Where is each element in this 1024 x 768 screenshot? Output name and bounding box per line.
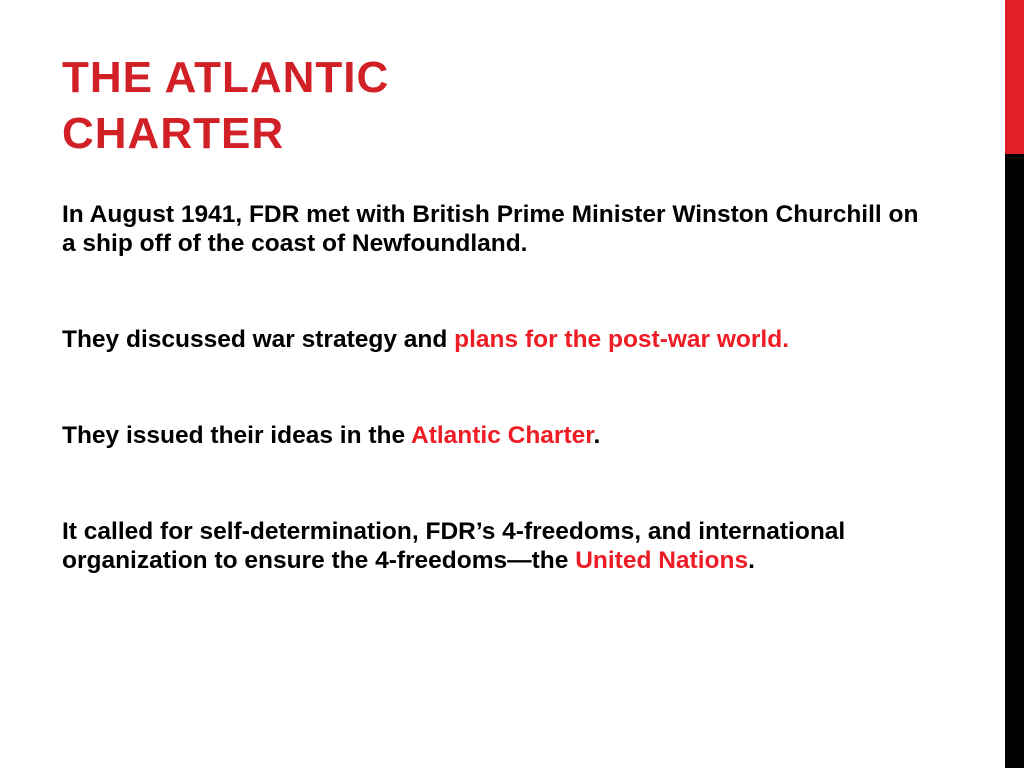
slide-title-line-2: CHARTER bbox=[62, 109, 285, 158]
paragraph-charter-text: They issued their ideas in the bbox=[62, 422, 411, 449]
paragraph-meeting-text: In August 1941, FDR met with British Prime Minister Winston Churchill on a ship off of the coast of Newfoundland. bbox=[62, 201, 919, 257]
paragraph-discussion-text: They discussed war strategy and bbox=[62, 326, 455, 353]
slide-body bbox=[62, 200, 922, 575]
paragraph-discussion bbox=[62, 325, 922, 354]
slide-title-line-1: THE ATLANTIC bbox=[62, 53, 390, 102]
sidebar-accent bbox=[1005, 0, 1024, 154]
paragraph-united-nations-text: It called for self-determination, FDR’s 4-freedoms, and international organization to ensure the 4-freedoms—the bbox=[62, 518, 846, 574]
paragraph-charter-highlight: Atlantic Charter bbox=[411, 422, 594, 449]
paragraph-charter-after: . bbox=[593, 422, 601, 449]
sidebar-decoration bbox=[1005, 0, 1024, 768]
paragraph-charter bbox=[62, 421, 922, 450]
paragraph-united-nations bbox=[62, 517, 922, 575]
paragraph-discussion-highlight: plans for the post-war world. bbox=[454, 326, 790, 353]
slide-title bbox=[62, 50, 762, 162]
paragraph-meeting bbox=[62, 200, 922, 258]
paragraph-united-nations-after: . bbox=[748, 547, 755, 574]
paragraph-united-nations-highlight: United Nations bbox=[575, 547, 749, 574]
